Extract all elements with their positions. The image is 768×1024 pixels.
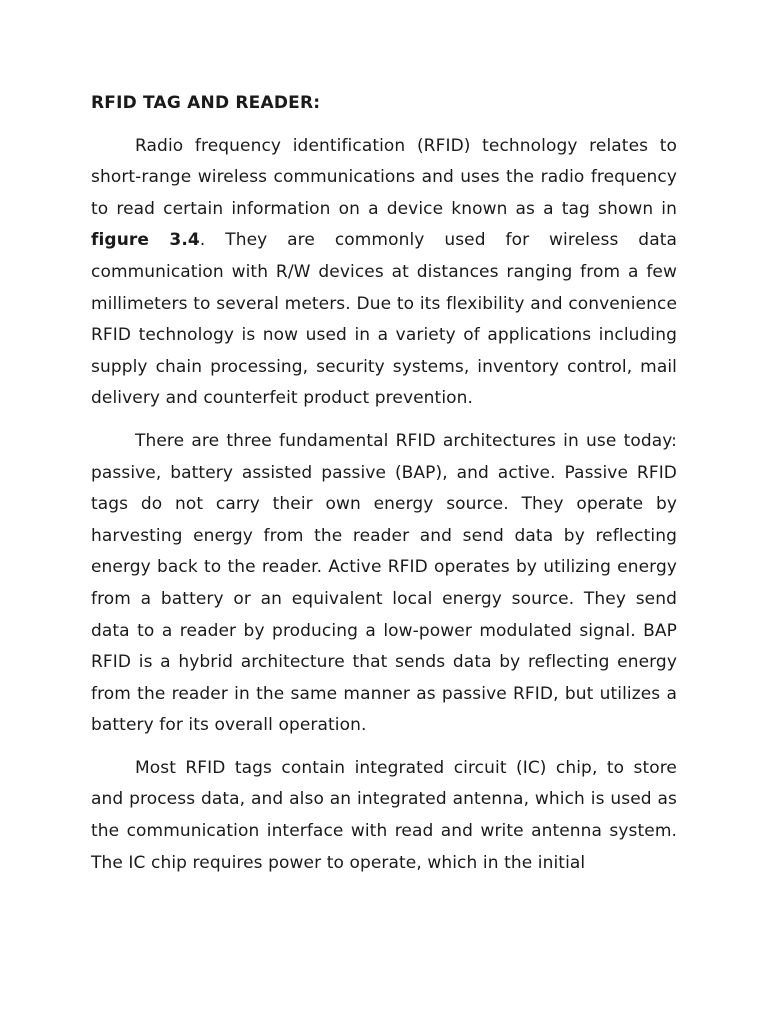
- section-heading: RFID TAG AND READER:: [91, 93, 321, 113]
- paragraph-intro-text-end: . They are commonly used for wireless data communication with R/W devices at distances ranging from a few millimeters to several meters. Due to its flexibility and convenience RFID technology is now used in a variety of applications including supply chain processing, security systems, inventory control, mail delivery and counterfeit product prevention.: [91, 230, 677, 409]
- figure-reference: figure 3.4: [91, 230, 200, 251]
- paragraph-architectures: There are three fundamental RFID architectures in use today: passive, battery assisted passive (BAP), and active. Passive RFID tags do not carry their own energy source. They operate by harvesting energy from the reader and send data by reflecting energy back to the reader. Active RFID operates by utilizing energy from a battery or an equivalent local energy source. They send data to a reader by producing a low-power modulated signal. BAP RFID is a hybrid architecture that sends data by reflecting energy from the reader in the same manner as passive RFID, but utilizes a battery for its overall operation.: [91, 430, 677, 736]
- paragraph-intro: [91, 131, 677, 415]
- paragraph-intro-text-start: Radio frequency identification (RFID) technology relates to short-range wireless communications and uses the radio frequency to read certain information on a device known as a tag shown in: [91, 135, 677, 219]
- document-body: [91, 88, 677, 890]
- paragraph-ic-chip: Most RFID tags contain integrated circuit (IC) chip, to store and process data, and also an integrated antenna, which is used as the communication interface with read and write antenna system. The IC chip requires power to operate, which in the initial: [91, 757, 677, 873]
